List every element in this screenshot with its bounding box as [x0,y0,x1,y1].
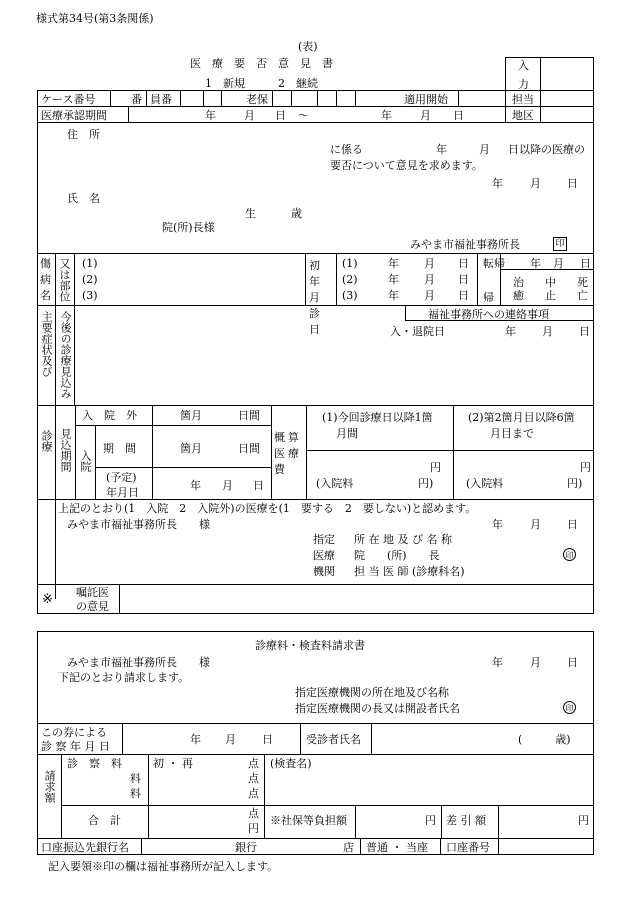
exam-fee-label: 診 察 料 [67,757,122,770]
since-month: 月 [479,143,490,156]
inv-m: 月 [530,656,541,669]
burden-yen: 円 [425,814,436,827]
invoice-office: みやま市福祉事務所長 様 [67,656,210,669]
disease-n2: (2) [82,273,98,286]
institution-label: 機関 [313,565,335,578]
tanto-label: 担当 [512,93,534,106]
district-label: 地区 [512,109,534,122]
request-year: 年 [492,177,503,190]
outcome-m: 月 [553,257,564,270]
cost2-room-yen: 円) [567,477,583,490]
disease-n1: (1) [82,257,98,270]
cure-2: 癒 [513,289,524,302]
age-label: 歳 [291,207,302,220]
appr-m: 月 [530,518,541,531]
patient-name-label: 受診者氏名 [306,733,361,746]
cost1-room-yen: 円) [418,477,434,490]
doctor-seal: 印 [563,548,576,561]
adm-m: 月 [542,325,553,338]
inpatient-label: 入院 [79,450,92,472]
medical-label: 医療 [313,549,335,562]
comment-mark: ※ [42,592,53,607]
insurance-burden-label: ※社保等負担額 [270,814,347,827]
cost1-yen: 円 [430,461,441,474]
fee-label-2: 料 [130,772,141,785]
doctor-label: 担 当 医 師 (診療科名) [354,565,465,578]
form-title: 医 療 要 否 意 見 書 [190,57,333,70]
out-months: 箇月 [180,409,202,422]
institution-chief-label: 指定医療機関の長又は開設者氏名 [295,702,460,715]
in-days: 日間 [238,442,260,455]
symptoms-label: 主要症状及び [40,311,54,377]
admission-date-label: 入・退院日 [390,325,445,338]
member-number-label: 員番 [150,93,172,106]
fd3-d: 日 [458,289,469,302]
fee-label-3: 料 [130,787,141,800]
request-month: 月 [530,177,541,190]
claim-label: 請求額 [43,770,57,803]
cost-col1-line1: (1)今回診療日以降1箇 [322,411,433,424]
application-start-label: 適用開始 [404,93,448,106]
input-label-1: 入 [518,59,529,72]
outpatient-label: 入 院 外 [82,409,137,422]
fd1-m: 月 [424,257,435,270]
since-text: 日以降の医療の [508,143,585,156]
death-2: 亡 [577,289,588,302]
request-day: 日 [567,177,578,190]
in-months: 箇月 [180,442,202,455]
tilde: ～ [298,109,309,122]
advisor-label: 嘱託医 [76,586,109,599]
estimated-cost-label: 概算医療費 [274,431,302,476]
planned-y: 年 [190,479,201,492]
cost-col2-line2: 月目まで [490,427,534,440]
invoice-title: 診療料・検査料請求書 [255,639,365,652]
exam-d: 日 [262,733,273,746]
first-date-1: (1) [342,257,358,270]
ask-text: 要否について意見を求めます。 [330,159,483,172]
appr-y: 年 [492,518,503,531]
adm-y: 年 [505,325,516,338]
fd3-m: 月 [424,289,435,302]
pt-3: 点 [248,787,259,800]
first-visit-date-label: 初年月診日 [309,259,322,336]
stop-2: 止 [545,289,556,302]
input-label-2: 力 [518,78,529,91]
bank-label: 口座振込先銀行名 [41,841,129,854]
since-year: 年 [436,143,447,156]
outcome-y: 年 [530,257,541,270]
to-month: 月 [420,109,431,122]
liaison-label: 福祉事務所への連絡事項 [428,308,549,321]
approval-statement: 上記のとおり(1 入院 2 入院外)の医療を(1 要する 2 要しない)と認めます。 [58,502,477,515]
front-side-label: (表) [298,40,318,53]
inv-y: 年 [492,656,503,669]
cost-col1-line2: 月間 [336,427,358,440]
approval-period-label: 医療承認期間 [41,109,107,122]
outcome-d: 日 [580,257,591,270]
disease-label-1: 傷 [40,257,51,270]
death-1: 死 [577,276,588,289]
invoice-seal: 印 [563,701,576,714]
pt-1: 点 [248,757,259,770]
elderly-insurance-label: 老保 [246,93,268,106]
exam-m: 月 [225,733,236,746]
first-date-2: (2) [342,273,358,286]
opinion-label: の意見 [76,600,109,613]
address-label: 住 所 [67,128,100,141]
outcome-label-1: 転帰 [483,257,505,270]
pt-2: 点 [248,772,259,785]
outcome-label-2: 帰 [483,291,494,304]
from-year: 年 [205,109,216,122]
ban-label: 番 [131,93,142,106]
cost-col2-line1: (2)第2箇月目以降6箇 [468,411,575,424]
to-day: 日 [453,109,464,122]
branch-suffix: 店 [343,841,354,854]
stop-1: 中 [545,276,556,289]
account-type: 普通 ・ 当座 [366,841,428,854]
fd1-d: 日 [458,257,469,270]
planned-d: 日 [253,479,264,492]
kakaru-text: に係る [330,143,363,156]
institution-address-label: 指定医療機関の所在地及び名称 [295,686,449,699]
first-return-label: 初 ・ 再 [153,757,193,770]
fd1-y: 年 [388,257,399,270]
to-year: 年 [381,109,392,122]
from-month: 月 [244,109,255,122]
period-label: 期 間 [103,442,136,455]
bank-suffix: 銀行 [235,841,257,854]
director-label: 院(所)長様 [162,221,215,234]
birth-label: 生 [245,207,256,220]
fd2-d: 日 [458,273,469,286]
welfare-office-chief: みやま市福祉事務所長 [410,238,520,251]
inv-d: 日 [567,656,578,669]
planned-date-label: 年月日 [106,486,139,499]
form-number: 様式第34号(第3条関係) [36,12,154,25]
planned-label: (予定) [106,471,137,484]
account-number-label: 口座番号 [446,841,490,854]
cure-1: 治 [513,276,524,289]
new-continue-options: 1 新規 2 継続 [205,77,318,90]
first-date-3: (3) [342,289,358,302]
total-pt: 点 [248,807,259,820]
disease-n3: (3) [82,289,98,302]
from-day: 日 [275,109,286,122]
appr-d: 日 [567,518,578,531]
net-yen: 円 [578,814,589,827]
disease-label-3: 名 [40,289,51,302]
net-amount-label: 差 引 額 [446,814,486,827]
exam-y: 年 [190,733,201,746]
total-yen: 円 [248,822,259,835]
case-number-label: ケース番号 [41,93,96,106]
test-name-label: (検査名) [270,757,312,770]
patient-age: ( 歳) [518,733,571,746]
part-label: 又は部位 [58,258,71,302]
invoice-request: 下記のとおり請求します。 [58,671,190,684]
fd3-y: 年 [388,289,399,302]
expected-period-label: 見込期間 [59,428,73,472]
outlook-label: 今後の診療見込み [59,311,73,399]
out-days: 日間 [238,409,260,422]
address-name-label: 所 在 地 及 び 名 称 [354,533,452,546]
treatment-label: 診療 [40,430,54,452]
adm-d: 日 [579,325,590,338]
total-label: 合 計 [88,814,121,827]
footer-note: 記入要領※印の欄は福祉事務所が記入します。 [48,860,279,873]
fd2-m: 月 [424,273,435,286]
planned-m: 月 [222,479,233,492]
name-label: 氏 名 [67,192,100,205]
exam-date-label-1: この券による [41,726,107,739]
disease-label-2: 病 [40,273,51,286]
cost2-room-label: (入院料 [466,477,504,490]
cost2-yen: 円 [580,461,591,474]
chief-label: 院 (所) 長 [354,549,440,562]
approval-office: みやま市福祉事務所長 様 [67,518,210,531]
seal-stamp: 印 [553,237,567,251]
designated-label: 指定 [313,533,335,546]
fd2-y: 年 [388,273,399,286]
cost1-room-label: (入院料 [316,477,354,490]
exam-date-label-2: 診 察 年 月 日 [41,740,110,753]
